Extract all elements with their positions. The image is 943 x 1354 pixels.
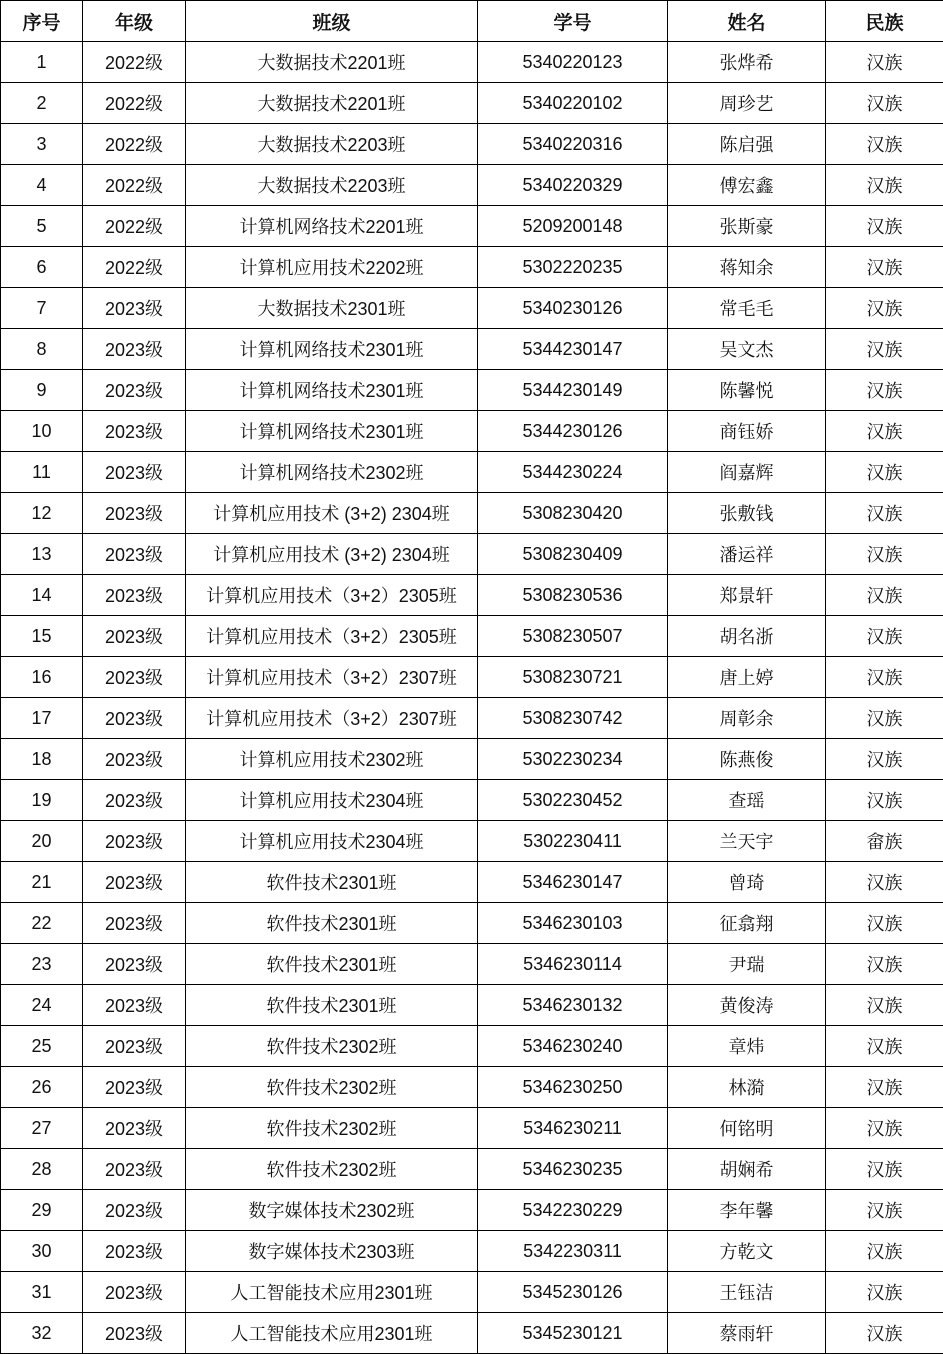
header-class: 班级 xyxy=(186,1,478,42)
table-row xyxy=(1,165,943,206)
cell-student-id: 5342230229 xyxy=(478,1190,668,1231)
cell-grade: 2023级 xyxy=(83,1149,186,1190)
cell-class: 计算机网络技术2301班 xyxy=(186,370,478,411)
cell-ethnicity: 汉族 xyxy=(826,575,943,616)
cell-ethnicity: 汉族 xyxy=(826,616,943,657)
cell-class: 数字媒体技术2303班 xyxy=(186,1231,478,1272)
cell-ethnicity: 汉族 xyxy=(826,944,943,985)
table-row xyxy=(1,370,943,411)
cell-index: 3 xyxy=(1,124,83,165)
cell-name: 傅宏鑫 xyxy=(668,165,826,206)
cell-name: 商钰娇 xyxy=(668,411,826,452)
cell-name: 周彰余 xyxy=(668,698,826,739)
cell-index: 29 xyxy=(1,1190,83,1231)
cell-index: 30 xyxy=(1,1231,83,1272)
table-row xyxy=(1,1190,943,1231)
cell-ethnicity: 汉族 xyxy=(826,1231,943,1272)
cell-class: 计算机应用技术2302班 xyxy=(186,739,478,780)
cell-index: 17 xyxy=(1,698,83,739)
cell-ethnicity: 汉族 xyxy=(826,534,943,575)
cell-ethnicity: 汉族 xyxy=(826,903,943,944)
table-row xyxy=(1,1231,943,1272)
cell-class: 大数据技术2203班 xyxy=(186,124,478,165)
table-row xyxy=(1,1313,943,1354)
table-row xyxy=(1,493,943,534)
cell-grade: 2023级 xyxy=(83,821,186,862)
table-row xyxy=(1,739,943,780)
cell-ethnicity: 汉族 xyxy=(826,862,943,903)
cell-name: 蒋知余 xyxy=(668,247,826,288)
cell-ethnicity: 汉族 xyxy=(826,698,943,739)
cell-grade: 2023级 xyxy=(83,411,186,452)
cell-student-id: 5342230311 xyxy=(478,1231,668,1272)
table-row xyxy=(1,83,943,124)
cell-student-id: 5346230147 xyxy=(478,862,668,903)
cell-index: 26 xyxy=(1,1067,83,1108)
cell-class: 计算机网络技术2301班 xyxy=(186,411,478,452)
cell-student-id: 5344230224 xyxy=(478,452,668,493)
table-row xyxy=(1,821,943,862)
cell-student-id: 5308230742 xyxy=(478,698,668,739)
cell-student-id: 5340220123 xyxy=(478,42,668,83)
cell-student-id: 5346230250 xyxy=(478,1067,668,1108)
cell-index: 31 xyxy=(1,1272,83,1313)
cell-class: 计算机应用技术（3+2）2307班 xyxy=(186,698,478,739)
cell-class: 计算机应用技术（3+2）2307班 xyxy=(186,657,478,698)
cell-ethnicity: 汉族 xyxy=(826,370,943,411)
cell-student-id: 5340230126 xyxy=(478,288,668,329)
cell-class: 计算机应用技术（3+2）2305班 xyxy=(186,575,478,616)
table-row xyxy=(1,124,943,165)
cell-grade: 2022级 xyxy=(83,247,186,288)
cell-grade: 2023级 xyxy=(83,985,186,1026)
cell-name: 方乾文 xyxy=(668,1231,826,1272)
cell-student-id: 5340220316 xyxy=(478,124,668,165)
cell-class: 计算机应用技术2304班 xyxy=(186,780,478,821)
cell-ethnicity: 汉族 xyxy=(826,206,943,247)
cell-ethnicity: 汉族 xyxy=(826,42,943,83)
cell-name: 李年馨 xyxy=(668,1190,826,1231)
cell-student-id: 5302230452 xyxy=(478,780,668,821)
cell-grade: 2023级 xyxy=(83,698,186,739)
table-row xyxy=(1,534,943,575)
cell-name: 陈馨悦 xyxy=(668,370,826,411)
cell-index: 1 xyxy=(1,42,83,83)
table-row xyxy=(1,1067,943,1108)
cell-ethnicity: 汉族 xyxy=(826,1313,943,1354)
table-body xyxy=(1,42,943,1354)
cell-index: 21 xyxy=(1,862,83,903)
cell-index: 25 xyxy=(1,1026,83,1067)
cell-ethnicity: 汉族 xyxy=(826,739,943,780)
cell-ethnicity: 汉族 xyxy=(826,288,943,329)
cell-student-id: 5346230240 xyxy=(478,1026,668,1067)
cell-grade: 2023级 xyxy=(83,534,186,575)
cell-name: 唐上婷 xyxy=(668,657,826,698)
cell-name: 章炜 xyxy=(668,1026,826,1067)
cell-student-id: 5308230420 xyxy=(478,493,668,534)
cell-index: 11 xyxy=(1,452,83,493)
cell-index: 27 xyxy=(1,1108,83,1149)
cell-student-id: 5344230147 xyxy=(478,329,668,370)
table-row xyxy=(1,1026,943,1067)
cell-class: 大数据技术2201班 xyxy=(186,42,478,83)
cell-name: 何铭明 xyxy=(668,1108,826,1149)
header-student-id: 学号 xyxy=(478,1,668,42)
cell-student-id: 5209200148 xyxy=(478,206,668,247)
cell-index: 6 xyxy=(1,247,83,288)
cell-class: 计算机应用技术2304班 xyxy=(186,821,478,862)
cell-grade: 2023级 xyxy=(83,616,186,657)
cell-name: 查瑶 xyxy=(668,780,826,821)
cell-student-id: 5344230149 xyxy=(478,370,668,411)
cell-grade: 2023级 xyxy=(83,329,186,370)
cell-class: 大数据技术2201班 xyxy=(186,83,478,124)
cell-class: 计算机网络技术2201班 xyxy=(186,206,478,247)
cell-grade: 2023级 xyxy=(83,1067,186,1108)
cell-grade: 2023级 xyxy=(83,903,186,944)
cell-student-id: 5345230121 xyxy=(478,1313,668,1354)
cell-student-id: 5345230126 xyxy=(478,1272,668,1313)
cell-class: 软件技术2302班 xyxy=(186,1026,478,1067)
cell-grade: 2023级 xyxy=(83,780,186,821)
cell-ethnicity: 汉族 xyxy=(826,657,943,698)
cell-index: 15 xyxy=(1,616,83,657)
cell-student-id: 5340220329 xyxy=(478,165,668,206)
header-ethnicity: 民族 xyxy=(826,1,943,42)
cell-student-id: 5308230409 xyxy=(478,534,668,575)
cell-grade: 2023级 xyxy=(83,1313,186,1354)
table-row xyxy=(1,247,943,288)
cell-student-id: 5340220102 xyxy=(478,83,668,124)
table-row xyxy=(1,575,943,616)
table-row xyxy=(1,698,943,739)
table-row xyxy=(1,985,943,1026)
cell-ethnicity: 汉族 xyxy=(826,1190,943,1231)
cell-grade: 2023级 xyxy=(83,1026,186,1067)
cell-index: 12 xyxy=(1,493,83,534)
cell-class: 软件技术2301班 xyxy=(186,903,478,944)
cell-ethnicity: 汉族 xyxy=(826,985,943,1026)
table-row xyxy=(1,1272,943,1313)
cell-grade: 2023级 xyxy=(83,944,186,985)
cell-grade: 2023级 xyxy=(83,1108,186,1149)
table-row xyxy=(1,616,943,657)
cell-name: 征翕翔 xyxy=(668,903,826,944)
cell-index: 22 xyxy=(1,903,83,944)
cell-index: 13 xyxy=(1,534,83,575)
cell-name: 曾琦 xyxy=(668,862,826,903)
cell-class: 计算机应用技术2202班 xyxy=(186,247,478,288)
cell-name: 张敷钱 xyxy=(668,493,826,534)
cell-class: 计算机网络技术2302班 xyxy=(186,452,478,493)
cell-student-id: 5344230126 xyxy=(478,411,668,452)
table-row xyxy=(1,452,943,493)
cell-class: 软件技术2302班 xyxy=(186,1149,478,1190)
cell-index: 9 xyxy=(1,370,83,411)
cell-ethnicity: 汉族 xyxy=(826,411,943,452)
cell-name: 常毛毛 xyxy=(668,288,826,329)
cell-student-id: 5346230211 xyxy=(478,1108,668,1149)
cell-name: 胡名浙 xyxy=(668,616,826,657)
cell-name: 尹瑞 xyxy=(668,944,826,985)
cell-grade: 2022级 xyxy=(83,206,186,247)
cell-name: 张烨希 xyxy=(668,42,826,83)
table-row xyxy=(1,329,943,370)
cell-student-id: 5308230721 xyxy=(478,657,668,698)
cell-index: 23 xyxy=(1,944,83,985)
cell-class: 软件技术2301班 xyxy=(186,944,478,985)
cell-grade: 2023级 xyxy=(83,575,186,616)
header-grade: 年级 xyxy=(83,1,186,42)
cell-grade: 2023级 xyxy=(83,1190,186,1231)
cell-name: 郑景轩 xyxy=(668,575,826,616)
cell-class: 人工智能技术应用2301班 xyxy=(186,1272,478,1313)
cell-index: 32 xyxy=(1,1313,83,1354)
cell-ethnicity: 汉族 xyxy=(826,1108,943,1149)
cell-name: 陈燕俊 xyxy=(668,739,826,780)
cell-index: 28 xyxy=(1,1149,83,1190)
cell-ethnicity: 汉族 xyxy=(826,1272,943,1313)
cell-ethnicity: 汉族 xyxy=(826,1149,943,1190)
cell-name: 蔡雨轩 xyxy=(668,1313,826,1354)
table-row xyxy=(1,411,943,452)
cell-index: 14 xyxy=(1,575,83,616)
cell-name: 吴文杰 xyxy=(668,329,826,370)
cell-class: 软件技术2302班 xyxy=(186,1067,478,1108)
cell-name: 潘运祥 xyxy=(668,534,826,575)
cell-name: 兰天宇 xyxy=(668,821,826,862)
cell-class: 软件技术2301班 xyxy=(186,985,478,1026)
cell-class: 人工智能技术应用2301班 xyxy=(186,1313,478,1354)
cell-class: 计算机应用技术 (3+2) 2304班 xyxy=(186,534,478,575)
cell-grade: 2022级 xyxy=(83,83,186,124)
cell-ethnicity: 汉族 xyxy=(826,247,943,288)
header-row xyxy=(1,1,943,42)
cell-ethnicity: 汉族 xyxy=(826,83,943,124)
cell-grade: 2023级 xyxy=(83,862,186,903)
cell-student-id: 5308230536 xyxy=(478,575,668,616)
cell-index: 7 xyxy=(1,288,83,329)
cell-name: 黄俊涛 xyxy=(668,985,826,1026)
cell-name: 林漪 xyxy=(668,1067,826,1108)
cell-grade: 2022级 xyxy=(83,42,186,83)
cell-name: 张斯豪 xyxy=(668,206,826,247)
table-row xyxy=(1,903,943,944)
cell-student-id: 5346230235 xyxy=(478,1149,668,1190)
table-row xyxy=(1,1149,943,1190)
cell-student-id: 5346230132 xyxy=(478,985,668,1026)
cell-class: 计算机网络技术2301班 xyxy=(186,329,478,370)
cell-class: 大数据技术2203班 xyxy=(186,165,478,206)
cell-ethnicity: 汉族 xyxy=(826,1067,943,1108)
cell-student-id: 5346230114 xyxy=(478,944,668,985)
cell-class: 大数据技术2301班 xyxy=(186,288,478,329)
cell-ethnicity: 汉族 xyxy=(826,124,943,165)
table-row xyxy=(1,862,943,903)
cell-index: 8 xyxy=(1,329,83,370)
cell-student-id: 5302230411 xyxy=(478,821,668,862)
table-row xyxy=(1,288,943,329)
cell-name: 周珍艺 xyxy=(668,83,826,124)
table-row xyxy=(1,780,943,821)
cell-index: 10 xyxy=(1,411,83,452)
table-row xyxy=(1,206,943,247)
cell-grade: 2023级 xyxy=(83,1272,186,1313)
cell-ethnicity: 汉族 xyxy=(826,1026,943,1067)
cell-index: 20 xyxy=(1,821,83,862)
cell-ethnicity: 汉族 xyxy=(826,329,943,370)
cell-grade: 2023级 xyxy=(83,452,186,493)
cell-ethnicity: 汉族 xyxy=(826,452,943,493)
cell-ethnicity: 畲族 xyxy=(826,821,943,862)
cell-grade: 2023级 xyxy=(83,1231,186,1272)
cell-student-id: 5308230507 xyxy=(478,616,668,657)
cell-ethnicity: 汉族 xyxy=(826,165,943,206)
cell-index: 2 xyxy=(1,83,83,124)
header-index: 序号 xyxy=(1,1,83,42)
table-row xyxy=(1,944,943,985)
cell-index: 16 xyxy=(1,657,83,698)
cell-grade: 2022级 xyxy=(83,124,186,165)
table-row xyxy=(1,42,943,83)
cell-class: 计算机应用技术（3+2）2305班 xyxy=(186,616,478,657)
cell-class: 软件技术2301班 xyxy=(186,862,478,903)
header-name: 姓名 xyxy=(668,1,826,42)
cell-name: 胡娴希 xyxy=(668,1149,826,1190)
cell-grade: 2023级 xyxy=(83,370,186,411)
table-row xyxy=(1,657,943,698)
table-row xyxy=(1,1108,943,1149)
cell-grade: 2022级 xyxy=(83,165,186,206)
cell-class: 计算机应用技术 (3+2) 2304班 xyxy=(186,493,478,534)
cell-class: 软件技术2302班 xyxy=(186,1108,478,1149)
cell-grade: 2023级 xyxy=(83,288,186,329)
cell-grade: 2023级 xyxy=(83,739,186,780)
cell-student-id: 5346230103 xyxy=(478,903,668,944)
cell-index: 19 xyxy=(1,780,83,821)
cell-student-id: 5302220235 xyxy=(478,247,668,288)
cell-index: 4 xyxy=(1,165,83,206)
cell-index: 5 xyxy=(1,206,83,247)
cell-ethnicity: 汉族 xyxy=(826,493,943,534)
cell-name: 王钰洁 xyxy=(668,1272,826,1313)
cell-index: 24 xyxy=(1,985,83,1026)
cell-grade: 2023级 xyxy=(83,657,186,698)
cell-name: 陈启强 xyxy=(668,124,826,165)
cell-grade: 2023级 xyxy=(83,493,186,534)
cell-name: 阎嘉辉 xyxy=(668,452,826,493)
cell-student-id: 5302230234 xyxy=(478,739,668,780)
cell-ethnicity: 汉族 xyxy=(826,780,943,821)
cell-class: 数字媒体技术2302班 xyxy=(186,1190,478,1231)
cell-index: 18 xyxy=(1,739,83,780)
